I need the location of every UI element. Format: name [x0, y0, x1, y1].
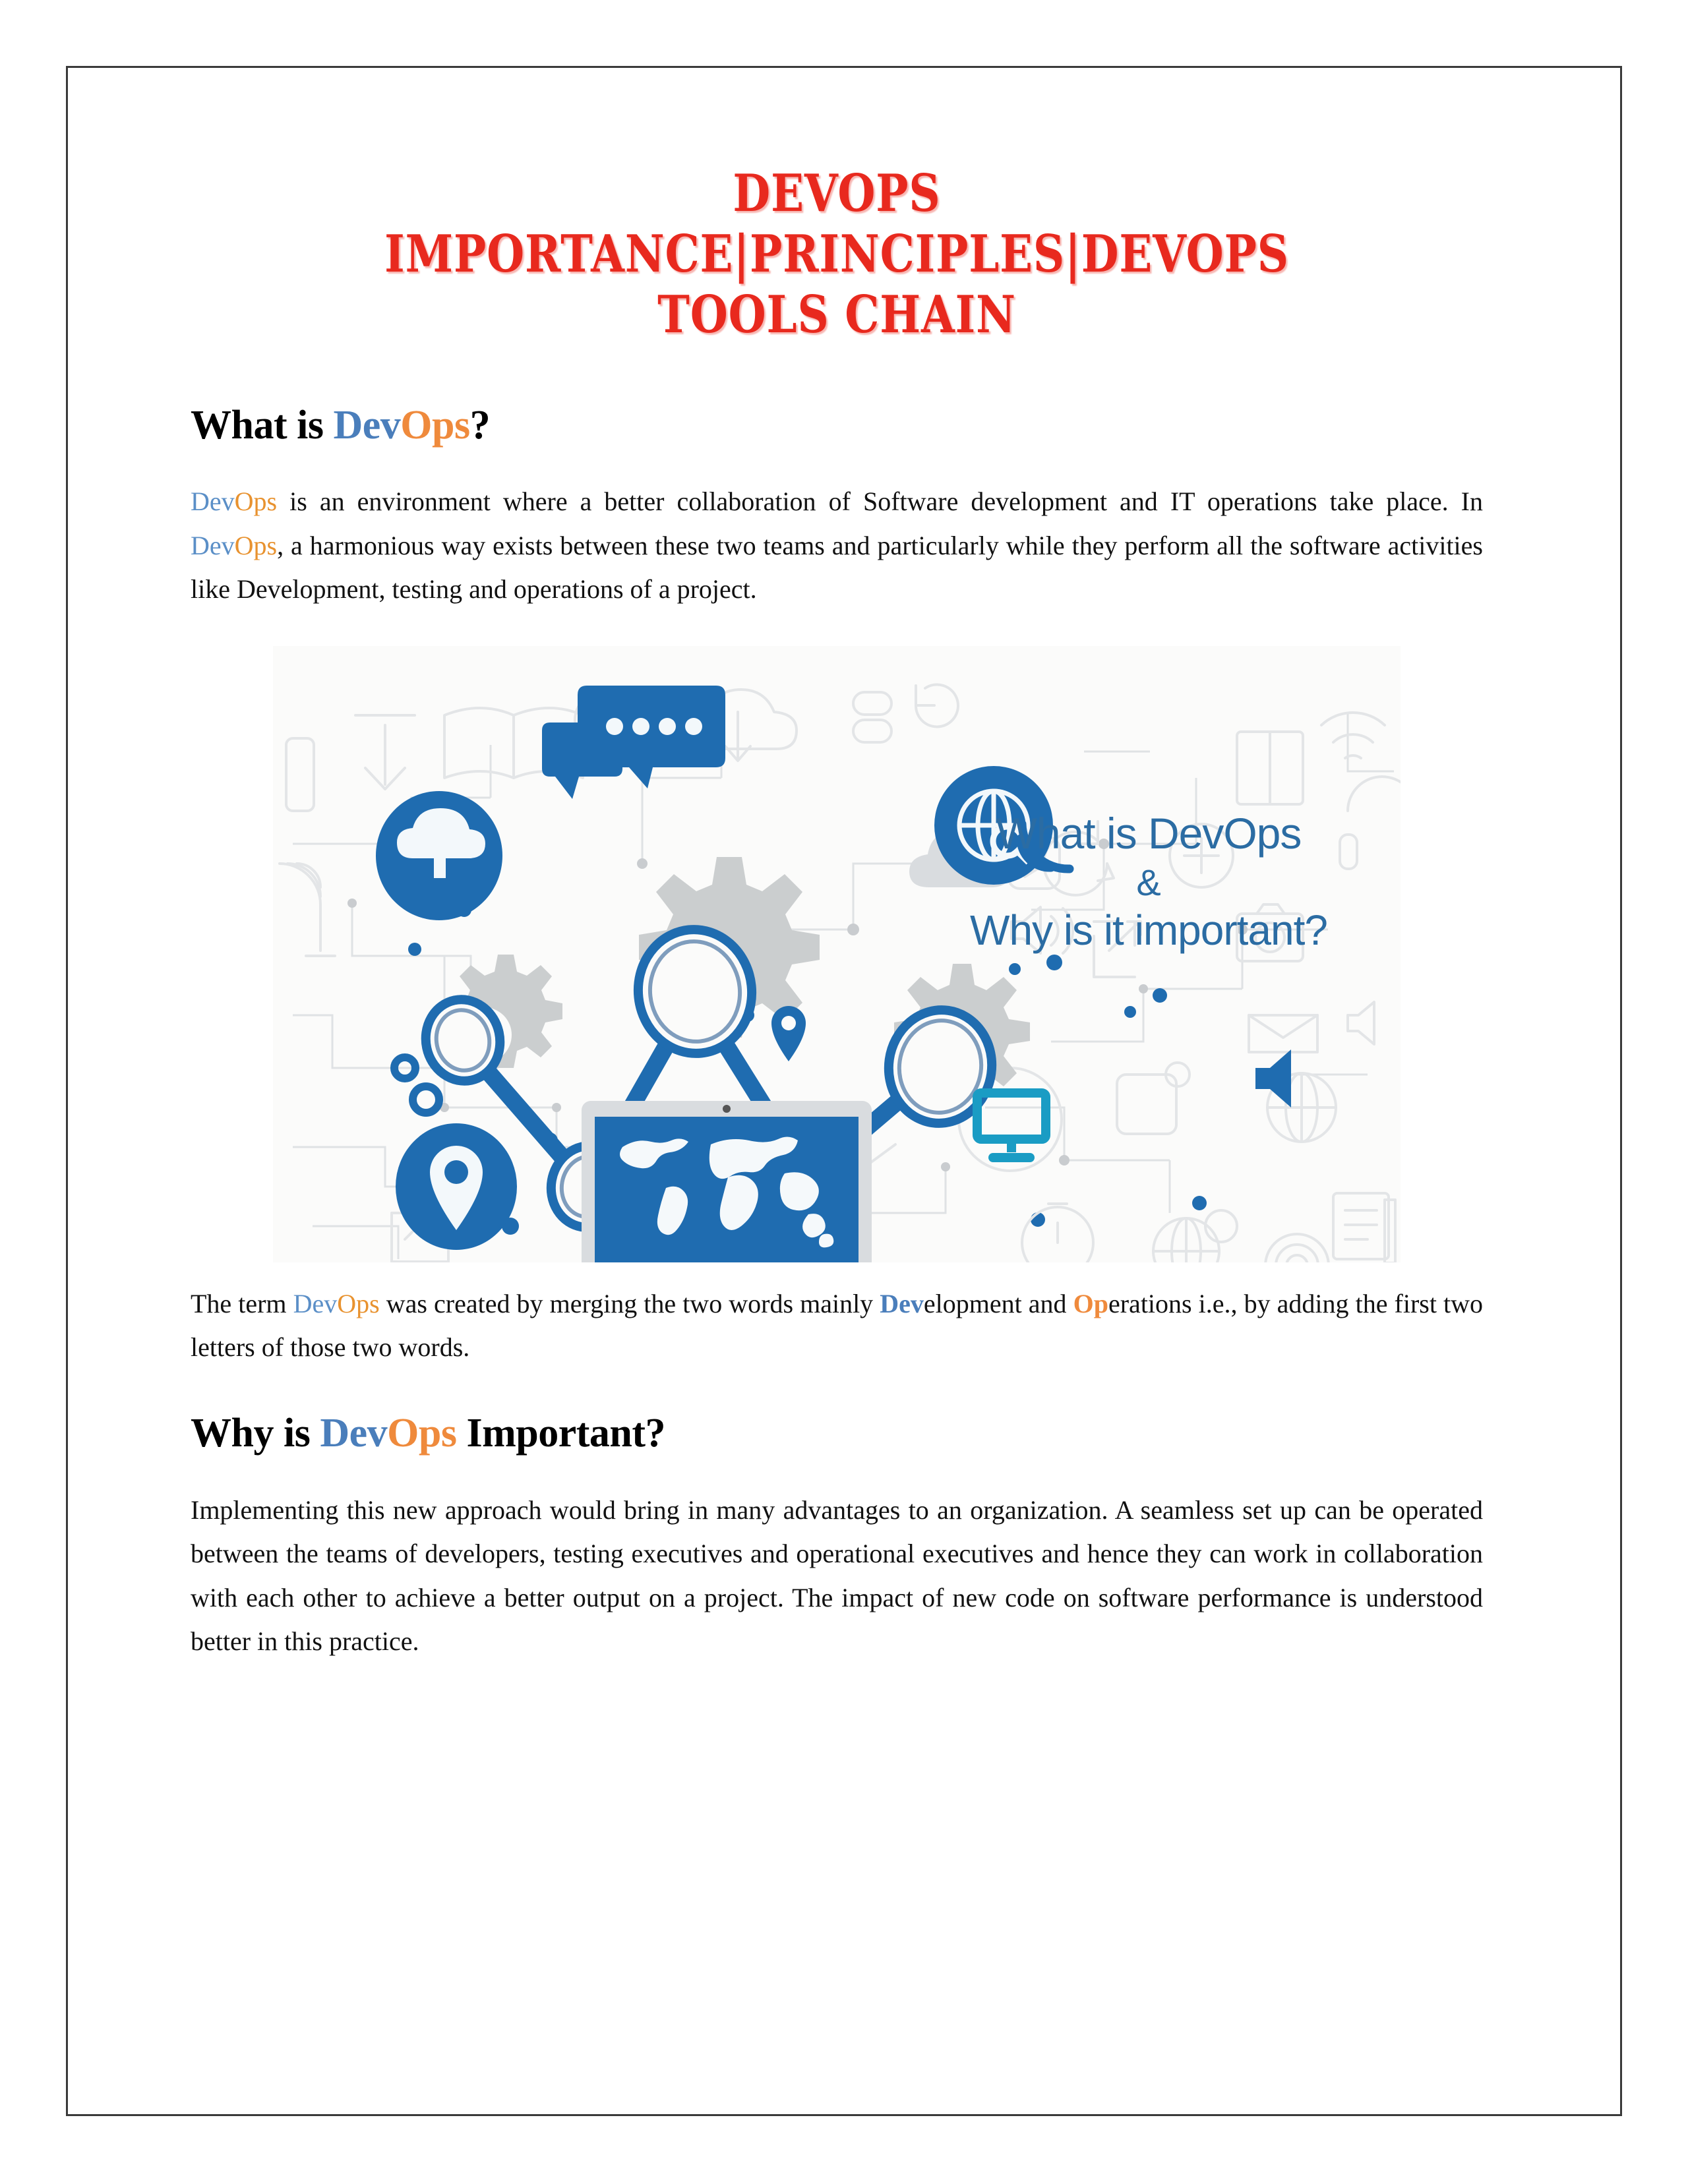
heading-ops-text: Ops — [400, 403, 470, 448]
term-part-4: erations i.e., by adding the first two letters of those two words. — [191, 1288, 1484, 1363]
inline-dev-2: Dev — [191, 530, 235, 560]
figure-caption-line-1: What is DevOps — [996, 808, 1302, 858]
page-title — [294, 68, 1379, 345]
paragraph-part-2: , a harmonious way exists between these two teams and particularly while they perform all the software activities like Development, testing and operations of a project. — [191, 530, 1483, 605]
paragraph-term-devops — [191, 1282, 1483, 1370]
why-heading-suffix: Important? — [456, 1411, 666, 1456]
term-ops-bold: Op — [1073, 1288, 1108, 1318]
paragraph-part-1: is an environment where a better collaboration of Software development and IT operations take place. In — [277, 487, 1483, 517]
term-part-3: elopment and — [923, 1288, 1073, 1318]
page-title-line-1: DEVOPS IMPORTANCE|PRINCIPLES|DEVOPS — [384, 163, 1289, 285]
why-heading-ops: Ops — [387, 1411, 457, 1456]
figure-caption-line-2: & — [1136, 861, 1161, 903]
page-content — [191, 68, 1483, 1663]
paragraph-what-is-devops — [191, 480, 1483, 611]
why-heading-prefix: Why is — [191, 1411, 320, 1456]
heading-why-devops-important — [191, 1409, 1483, 1458]
why-heading-dev: Dev — [320, 1411, 388, 1456]
heading-what-is-devops — [191, 401, 1483, 450]
heading-prefix: What is — [191, 403, 334, 448]
term-part-1: The term — [191, 1288, 293, 1318]
term-dev-bold: Dev — [880, 1288, 924, 1318]
devops-illustration — [273, 646, 1401, 1262]
inline-dev-1: Dev — [191, 487, 235, 517]
inline-ops-1: Ops — [234, 487, 278, 517]
paragraph-why-important: Implementing this new approach would bring in many advantages to an organization. A seamless set up can be operated between the teams of developers, testing executives and operational executives and hence they can work in collaboration with each other to achieve a better output on a project. The impact of new code on software performance is understood better in this practice. — [191, 1494, 1483, 1656]
figure-caption-line-3: Why is it important? — [970, 906, 1327, 955]
cloud-upload-icon — [376, 791, 502, 920]
inline-ops-2: Ops — [234, 530, 278, 560]
document-page — [66, 66, 1622, 2116]
term-part-2: was created by merging the two words mainly — [379, 1288, 880, 1318]
location-pin-icon — [396, 1123, 517, 1250]
heading-dev-text: Dev — [333, 403, 401, 448]
term-inline-dev: Dev — [293, 1288, 338, 1318]
term-inline-ops: Ops — [337, 1288, 380, 1318]
illustration-canvas — [273, 646, 1401, 1262]
page-title-line-2: TOOLS CHAIN — [657, 285, 1016, 345]
heading-suffix: ? — [469, 403, 491, 448]
